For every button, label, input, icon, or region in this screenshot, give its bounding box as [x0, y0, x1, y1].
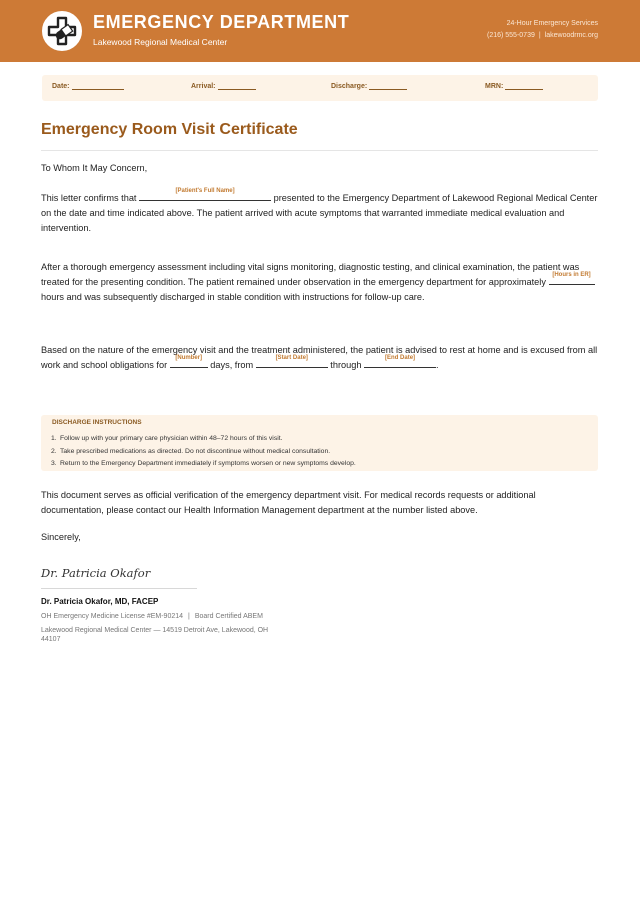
treatment-text-end: hours and was subsequently discharged in stable condition with instructions for follow-up care. — [41, 292, 425, 302]
divider: | — [538, 32, 541, 39]
treatment-text-start: After a thorough emergency assessment including vital signs monitoring, diagnostic testing, and clinical examination, the patient was treated for the presenting condition. The patient remained under observation in the emergency department for approximately — [41, 262, 580, 287]
divider: | — [188, 613, 190, 620]
patient-name-blank[interactable] — [139, 188, 271, 201]
paragraph-verification: This document serves as official verification of the emergency department visit. For medical records requests or additional documentation, please contact our Health Information Management department at the number listed above. — [41, 490, 536, 515]
excuse-text-start: Based on the nature of the emergency visit and the treatment administered, the patient is advised to rest at home and is excused from all work and school obligations for — [41, 345, 598, 370]
start-date-placeholder: [Start Date] — [275, 355, 308, 361]
certificate-title: Emergency Room Visit Certificate — [41, 121, 298, 138]
date-label: Date: — [52, 83, 70, 90]
board-certification: Board Certified ABEM — [194, 613, 263, 620]
date-blank[interactable] — [72, 82, 124, 90]
hospital-name: Lakewood Regional Medical Center — [93, 37, 228, 47]
days-number-placeholder: [Number] — [175, 355, 203, 361]
list-item: 3. Return to the Emergency Department immediately if symptoms worsen or new symptoms develop. — [51, 460, 356, 467]
paragraph-excuse — [41, 343, 601, 373]
department-title: EMERGENCY DEPARTMENT — [93, 12, 350, 32]
excuse-text-period: . — [436, 360, 439, 370]
hours-in-er-placeholder: [Hours in ER] — [552, 272, 591, 278]
signature-divider — [41, 588, 197, 589]
mrn-blank[interactable] — [505, 82, 543, 90]
discharge-instructions-list — [51, 433, 356, 471]
physician-credentials — [41, 612, 263, 621]
excuse-text-days: days, from — [210, 360, 254, 370]
list-item: 1. Follow up with your primary care physician within 48–72 hours of this visit. — [51, 435, 283, 442]
paragraph-confirmation — [41, 188, 601, 236]
header-contact — [487, 18, 598, 42]
title-divider — [41, 150, 598, 151]
discharge-instructions-title: DISCHARGE INSTRUCTIONS — [52, 419, 142, 426]
discharge-instructions-box — [41, 415, 598, 471]
end-date-blank[interactable] — [364, 355, 436, 368]
confirmation-text-start: This letter confirms that — [41, 193, 137, 203]
patient-name-placeholder: [Patient's Full Name] — [175, 188, 235, 194]
arrival-blank[interactable] — [218, 82, 256, 90]
arrival-field[interactable] — [191, 82, 256, 90]
services-text: 24-Hour Emergency Services — [506, 20, 598, 27]
confirmation-text-end: presented to the Emergency Department of Lakewood Regional Medical Center on the date and time indicated above. The patient arrived with acute symptoms that warranted immediate medical evaluation and intervention. — [41, 193, 598, 233]
discharge-blank[interactable] — [369, 82, 407, 90]
mrn-field[interactable] — [485, 82, 543, 90]
days-number-blank[interactable] — [170, 355, 208, 368]
discharge-field[interactable] — [331, 82, 407, 90]
start-date-blank[interactable] — [256, 355, 328, 368]
phone-number: (216) 555-0739 — [486, 32, 535, 39]
header-banner — [0, 0, 640, 62]
discharge-label: Discharge: — [331, 83, 368, 90]
license-number: OH Emergency Medicine License #EM-90214 — [41, 613, 184, 620]
hospital-address — [41, 626, 301, 644]
address-line-1: Lakewood Regional Medical Center — 14519 Detroit Ave, Lakewood, OH — [41, 627, 269, 634]
list-item: 2. Take prescribed medications as directed. Do not discontinue without medical consultation. — [51, 447, 331, 455]
salutation: To Whom It May Concern, — [41, 163, 148, 173]
end-date-placeholder: [End Date] — [385, 355, 416, 361]
signoff: Sincerely, — [41, 532, 81, 542]
mrn-label: MRN: — [485, 83, 504, 90]
excuse-text-through: through — [330, 360, 362, 370]
arrival-label: Arrival: — [191, 83, 216, 90]
hours-in-er-blank[interactable] — [549, 272, 595, 285]
date-field[interactable] — [52, 82, 124, 90]
website-link[interactable]: lakewoodrmc.org — [544, 32, 598, 39]
handwritten-signature: Dr. Patricia Okafor — [41, 566, 151, 580]
address-line-2: 44107 — [41, 636, 61, 643]
physician-name: Dr. Patricia Okafor, MD, FACEP — [41, 597, 159, 606]
medical-cross-pill-icon — [42, 11, 82, 51]
paragraph-treatment — [41, 260, 601, 305]
visit-info-bar — [42, 75, 598, 101]
